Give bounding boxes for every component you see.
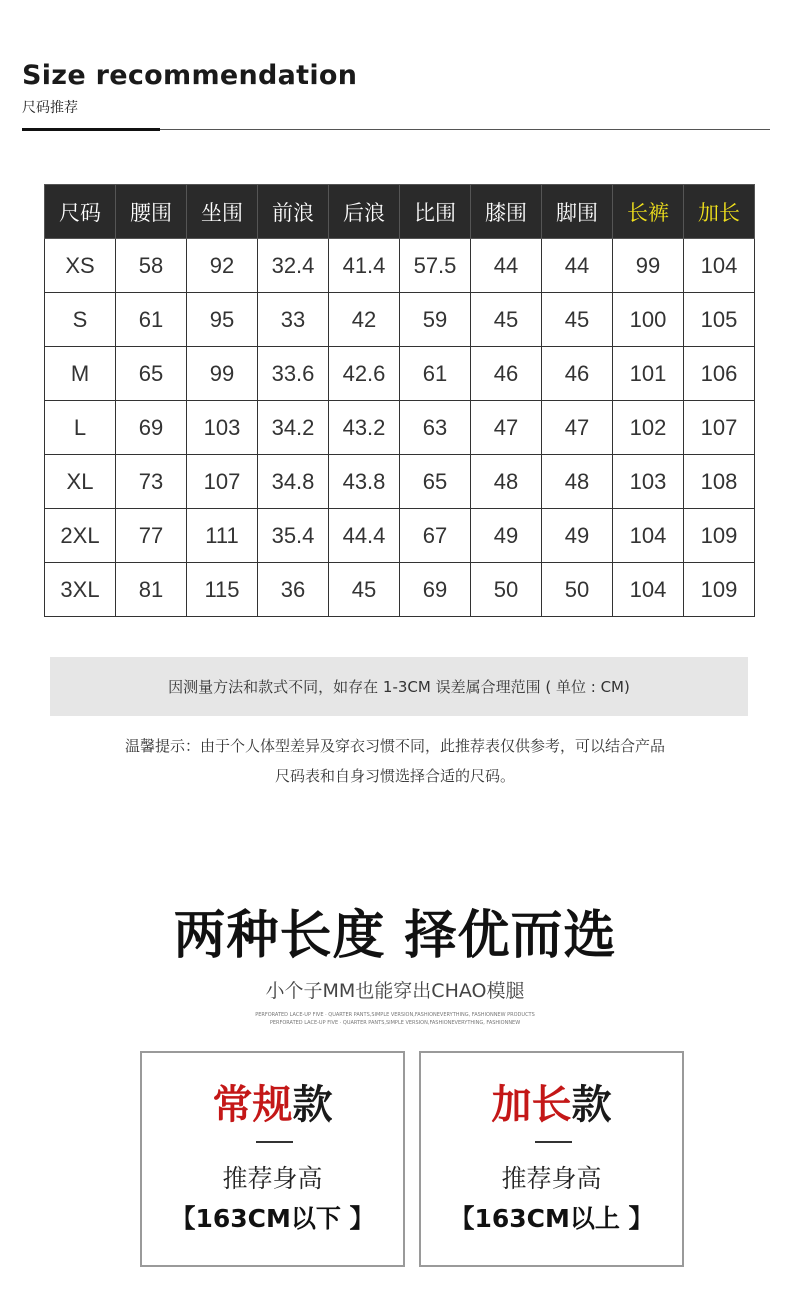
tip-line: 尺码表和自身习惯选择合适的尺码。 <box>274 767 515 785</box>
table-cell: 45 <box>329 563 400 617</box>
table-cell: 36 <box>258 563 329 617</box>
table-cell: 35.4 <box>258 509 329 563</box>
table-row <box>45 347 755 401</box>
column-header: 脚围 <box>542 185 613 239</box>
size-label-cell: L <box>45 401 116 455</box>
size-label-cell: 3XL <box>45 563 116 617</box>
table-cell: 33 <box>258 293 329 347</box>
card-height-label: 推荐身高 <box>501 1164 602 1193</box>
table-cell: 104 <box>613 509 684 563</box>
table-cell: 105 <box>684 293 755 347</box>
card-title <box>421 1081 682 1129</box>
card-title-black: 款 <box>571 1082 612 1128</box>
table-cell: 48 <box>542 455 613 509</box>
table-row <box>45 563 755 617</box>
table-cell: 104 <box>613 563 684 617</box>
table-cell: 115 <box>187 563 258 617</box>
table-row <box>45 401 755 455</box>
table-cell: 109 <box>684 509 755 563</box>
table-cell: 49 <box>542 509 613 563</box>
table-cell: 50 <box>542 563 613 617</box>
table-cell: 59 <box>400 293 471 347</box>
table-cell: 109 <box>684 563 755 617</box>
table-cell: 44.4 <box>329 509 400 563</box>
promo-subtitle: 小个子MM也能穿出CHAO模腿 <box>265 980 525 1002</box>
card-divider <box>256 1141 293 1143</box>
column-header-highlight: 长裤 <box>613 185 684 239</box>
column-header: 比围 <box>400 185 471 239</box>
card-height-label: 推荐身高 <box>222 1164 323 1193</box>
table-cell: 81 <box>116 563 187 617</box>
table-cell: 61 <box>116 293 187 347</box>
tip-text <box>40 731 750 791</box>
table-cell: 41.4 <box>329 239 400 293</box>
table-cell: 65 <box>116 347 187 401</box>
regular-length-card <box>140 1051 405 1267</box>
column-header-highlight: 加长 <box>684 185 755 239</box>
card-height-value: 【163CM以下 】 <box>170 1204 375 1233</box>
table-cell: 42.6 <box>329 347 400 401</box>
page-title: Size recommendation <box>22 60 358 91</box>
size-label-cell: XL <box>45 455 116 509</box>
table-cell: 92 <box>187 239 258 293</box>
table-cell: 106 <box>684 347 755 401</box>
promo-title: 两种长度 择优而选 <box>173 906 617 966</box>
table-cell: 58 <box>116 239 187 293</box>
table-cell: 73 <box>116 455 187 509</box>
table-cell: 43.2 <box>329 401 400 455</box>
table-cell: 69 <box>116 401 187 455</box>
table-cell: 48 <box>471 455 542 509</box>
table-cell: 33.6 <box>258 347 329 401</box>
table-cell: 103 <box>187 401 258 455</box>
table-cell: 34.8 <box>258 455 329 509</box>
table-cell: 34.2 <box>258 401 329 455</box>
table-cell: 57.5 <box>400 239 471 293</box>
table-cell: 61 <box>400 347 471 401</box>
tip-line: 温馨提示：由于个人体型差异及穿衣习惯不同，此推荐表仅供参考，可以结合产品 <box>124 737 665 755</box>
card-title <box>142 1081 403 1129</box>
table-cell: 65 <box>400 455 471 509</box>
extended-length-card <box>419 1051 684 1267</box>
card-title-red: 加长 <box>491 1082 572 1128</box>
column-header: 膝围 <box>471 185 542 239</box>
table-cell: 44 <box>471 239 542 293</box>
table-cell: 104 <box>684 239 755 293</box>
card-divider <box>535 1141 572 1143</box>
table-cell: 44 <box>542 239 613 293</box>
table-row <box>45 509 755 563</box>
table-cell: 95 <box>187 293 258 347</box>
table-cell: 49 <box>471 509 542 563</box>
table-cell: 43.8 <box>329 455 400 509</box>
column-header: 腰围 <box>116 185 187 239</box>
table-cell: 107 <box>187 455 258 509</box>
card-title-black: 款 <box>292 1082 333 1128</box>
table-cell: 46 <box>471 347 542 401</box>
table-cell: 63 <box>400 401 471 455</box>
card-height-value: 【163CM以上 】 <box>449 1204 654 1233</box>
size-table <box>44 184 755 617</box>
table-cell: 103 <box>613 455 684 509</box>
table-cell: 42 <box>329 293 400 347</box>
table-cell: 47 <box>542 401 613 455</box>
table-cell: 111 <box>187 509 258 563</box>
table-cell: 45 <box>471 293 542 347</box>
table-cell: 45 <box>542 293 613 347</box>
size-label-cell: S <box>45 293 116 347</box>
column-header: 前浪 <box>258 185 329 239</box>
table-row <box>45 455 755 509</box>
fine-print: PERFORATED LACE-UP FIVE · QUARTER PANTS,SIMPLE VERSION,FASHIONEVERYTHING, FASHIONNEW PRODUCTS <box>255 1012 535 1018</box>
measurement-note-text: 因测量方法和款式不同，如存在 1-3CM 误差属合理范围 ( 单位 : CM) <box>168 678 630 696</box>
table-cell: 102 <box>613 401 684 455</box>
table-cell: 67 <box>400 509 471 563</box>
column-header: 后浪 <box>329 185 400 239</box>
card-title-red: 常规 <box>212 1082 293 1128</box>
column-header: 坐围 <box>187 185 258 239</box>
size-table-header-row <box>45 185 755 239</box>
page-subtitle: 尺码推荐 <box>22 100 78 116</box>
table-cell: 69 <box>400 563 471 617</box>
table-cell: 99 <box>613 239 684 293</box>
size-label-cell: M <box>45 347 116 401</box>
fine-print: PERFORATED LACE-UP FIVE · QUARTER PANTS,SIMPLE VERSION,FASHIONEVERYTHING, FASHIONNEW <box>269 1020 521 1026</box>
table-row <box>45 293 755 347</box>
table-cell: 100 <box>613 293 684 347</box>
column-header: 尺码 <box>45 185 116 239</box>
table-cell: 108 <box>684 455 755 509</box>
table-cell: 107 <box>684 401 755 455</box>
table-cell: 99 <box>187 347 258 401</box>
table-cell: 50 <box>471 563 542 617</box>
table-cell: 101 <box>613 347 684 401</box>
table-cell: 32.4 <box>258 239 329 293</box>
measurement-note <box>50 657 748 716</box>
header-accent-bar <box>22 128 160 131</box>
table-row <box>45 239 755 293</box>
size-label-cell: 2XL <box>45 509 116 563</box>
size-label-cell: XS <box>45 239 116 293</box>
table-cell: 47 <box>471 401 542 455</box>
table-cell: 77 <box>116 509 187 563</box>
table-cell: 46 <box>542 347 613 401</box>
